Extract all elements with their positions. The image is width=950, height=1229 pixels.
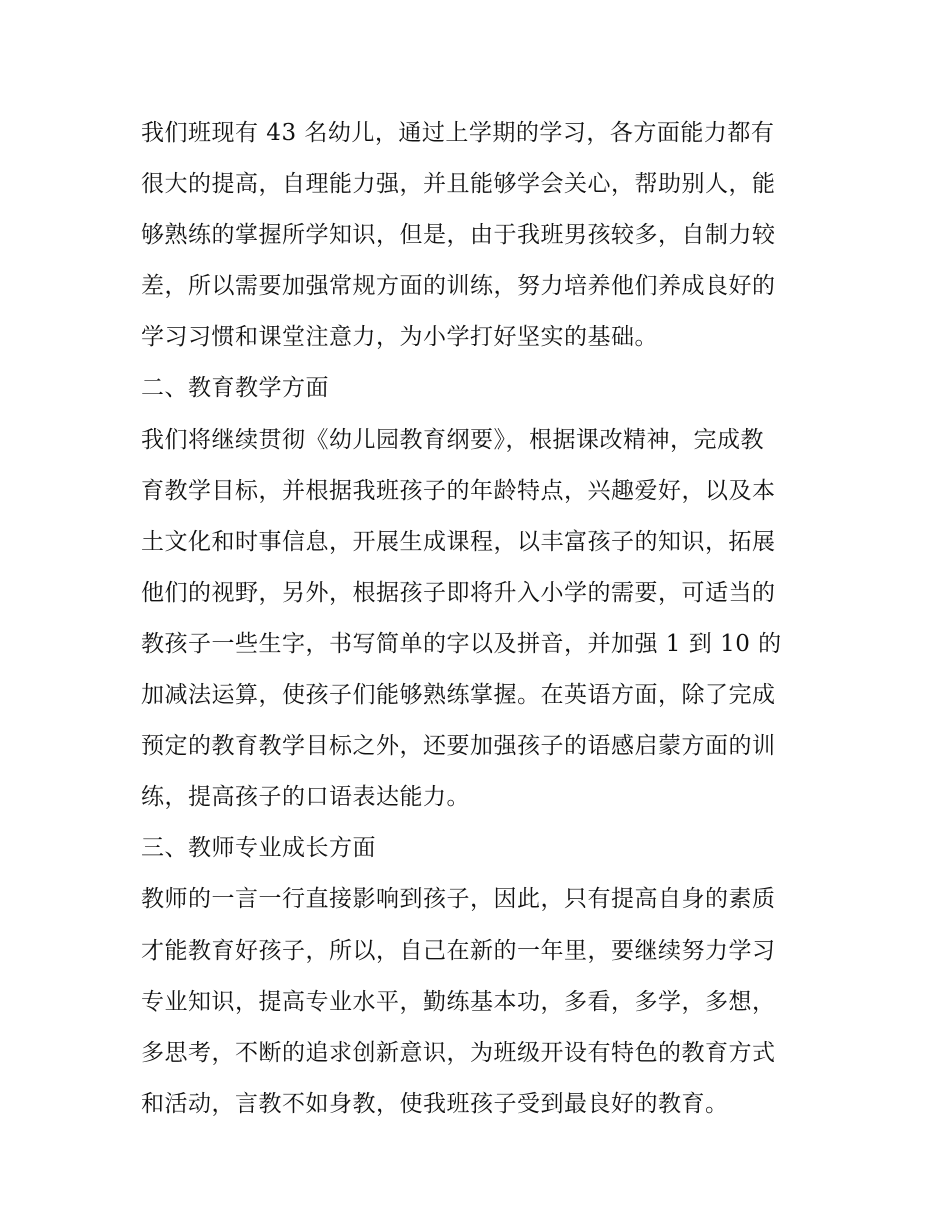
paragraph-line: 我们班现有 43 名幼儿，通过上学期的学习，各方面能力都有 — [141, 120, 775, 146]
paragraph-line: 和活动，言教不如身教，使我班孩子受到最良好的教育。 — [141, 1090, 729, 1117]
paragraph-line: 预定的教育教学目标之外，还要加强孩子的语感启蒙方面的训 — [141, 733, 776, 760]
paragraph-line: 练，提高孩子的口语表达能力。 — [141, 784, 470, 811]
paragraph-line: 加减法运算，使孩子们能够熟练掌握。在英语方面，除了完成 — [141, 682, 776, 709]
section-heading: 二、教育教学方面 — [141, 375, 329, 402]
paragraph-line: 我们将继续贯彻《幼儿园教育纲要》，根据课改精神，完成教 — [141, 426, 764, 453]
paragraph-line: 教师的一言一行直接影响到孩子，因此，只有提高自身的素质 — [141, 886, 776, 913]
paragraph-line: 育教学目标，并根据我班孩子的年龄特点，兴趣爱好，以及本 — [141, 477, 776, 504]
paragraph-line: 多思考，不断的追求创新意识，为班级开设有特色的教育方式 — [141, 1039, 776, 1066]
paragraph-line: 差，所以需要加强常规方面的训练，努力培养他们养成良好的 — [141, 273, 776, 300]
paragraph-line: 够熟练的掌握所学知识，但是，由于我班男孩较多，自制力较 — [141, 222, 776, 249]
paragraph-line: 学习习惯和课堂注意力，为小学打好坚实的基础。 — [141, 324, 658, 351]
paragraph-line: 很大的提高，自理能力强，并且能够学会关心，帮助别人，能 — [141, 171, 776, 198]
paragraph-line: 他们的视野，另外，根据孩子即将升入小学的需要，可适当的 — [141, 579, 776, 606]
paragraph-line: 土文化和时事信息，开展生成课程，以丰富孩子的知识，拓展 — [141, 528, 776, 555]
paragraph-line: 教孩子一些生字，书写简单的字以及拼音，并加强 1 到 10 的 — [141, 630, 782, 657]
document-body — [141, 108, 813, 1130]
section-heading: 三、教师专业成长方面 — [141, 835, 376, 862]
paragraph-line: 专业知识，提高专业水平，勤练基本功，多看，多学，多想， — [141, 988, 776, 1015]
paragraph-line: 才能教育好孩子，所以，自己在新的一年里，要继续努力学习 — [141, 937, 776, 964]
